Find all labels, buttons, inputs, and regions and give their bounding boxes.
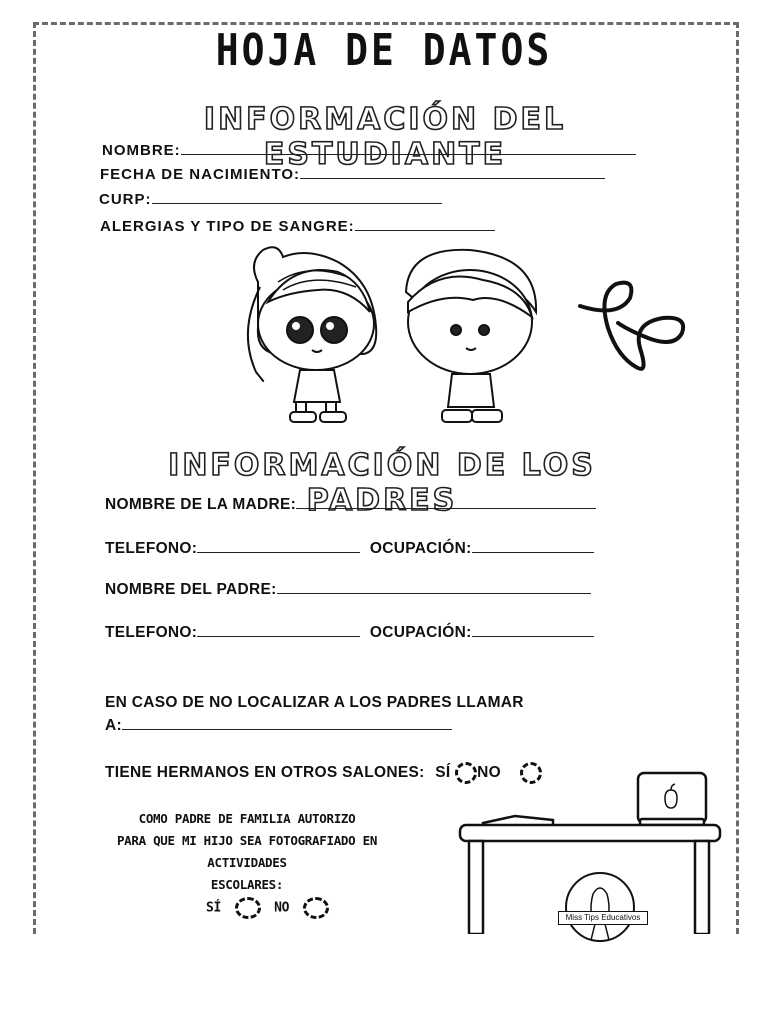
field-nombre-madre: [105, 496, 596, 514]
photo-consent-text: [90, 808, 404, 896]
ribbon-doodle: [578, 278, 688, 378]
field-label: A:: [105, 717, 122, 734]
field-label: TELEFONO:: [105, 624, 198, 641]
field-telefono-1: [105, 540, 594, 558]
ocupacion-1-input-line[interactable]: [472, 540, 594, 553]
field-label: CURP:: [99, 191, 152, 208]
consent-line: ESCOLARES:: [210, 877, 284, 892]
page-title: HOJA DE DATOS: [215, 24, 553, 76]
field-label: NOMBRE DEL PADRE:: [105, 581, 277, 598]
field-label: OCUPACIÓN:: [369, 624, 472, 641]
field-nombre-padre: [105, 581, 591, 599]
parents-section-heading: INFORMACIÓN DE LOS PADRES: [168, 448, 596, 518]
student-section-heading: INFORMACIÓN DEL ESTUDIANTE: [203, 102, 567, 172]
nombre-input-line[interactable]: [181, 142, 636, 155]
field-nombre: [102, 142, 636, 159]
consent-no-label: NO: [274, 900, 290, 916]
field-label: NOMBRE:: [102, 142, 181, 159]
consent-line: PARA QUE MI HIJO SEA FOTOGRAFIADO EN ACTIVIDADES: [116, 833, 378, 870]
padre-input-line[interactable]: [277, 581, 591, 594]
students-illustration: [238, 242, 548, 432]
field-label: NOMBRE DE LA MADRE:: [105, 496, 297, 513]
field-curp: [99, 191, 442, 208]
consent-no-checkbox[interactable]: [303, 897, 329, 919]
logo-badge: [565, 872, 635, 942]
fecha-input-line[interactable]: [300, 166, 605, 179]
siblings-yes-label: SÍ: [435, 764, 451, 782]
field-label: FECHA DE NACIMIENTO:: [100, 166, 300, 183]
field-emergency: [105, 717, 452, 735]
photo-consent-options: [206, 897, 329, 919]
alergias-input-line[interactable]: [355, 218, 495, 231]
consent-line: COMO PADRE DE FAMILIA AUTORIZO: [138, 811, 356, 826]
field-telefono-2: [105, 624, 594, 642]
telefono-2-input-line[interactable]: [197, 624, 360, 637]
field-alergias: [100, 218, 495, 235]
curp-input-line[interactable]: [152, 191, 442, 204]
siblings-no-label: NO: [477, 764, 501, 782]
field-label: ALERGIAS Y TIPO DE SANGRE:: [100, 218, 355, 235]
consent-yes-label: SÍ: [206, 900, 222, 916]
madre-input-line[interactable]: [296, 496, 596, 509]
field-label: OCUPACIÓN:: [369, 540, 472, 557]
field-label: TELEFONO:: [105, 540, 198, 557]
ocupacion-2-input-line[interactable]: [472, 624, 594, 637]
telefono-1-input-line[interactable]: [197, 540, 360, 553]
siblings-label: TIENE HERMANOS EN OTROS SALONES:: [105, 764, 425, 782]
teacher-icon: [567, 874, 633, 940]
consent-yes-checkbox[interactable]: [235, 897, 261, 919]
logo-label: Miss Tips Educativos: [558, 911, 648, 925]
field-fecha-nacimiento: [100, 166, 605, 183]
emergency-label: EN CASO DE NO LOCALIZAR A LOS PADRES LLAMAR: [105, 694, 524, 711]
emergency-input-line[interactable]: [122, 717, 452, 730]
